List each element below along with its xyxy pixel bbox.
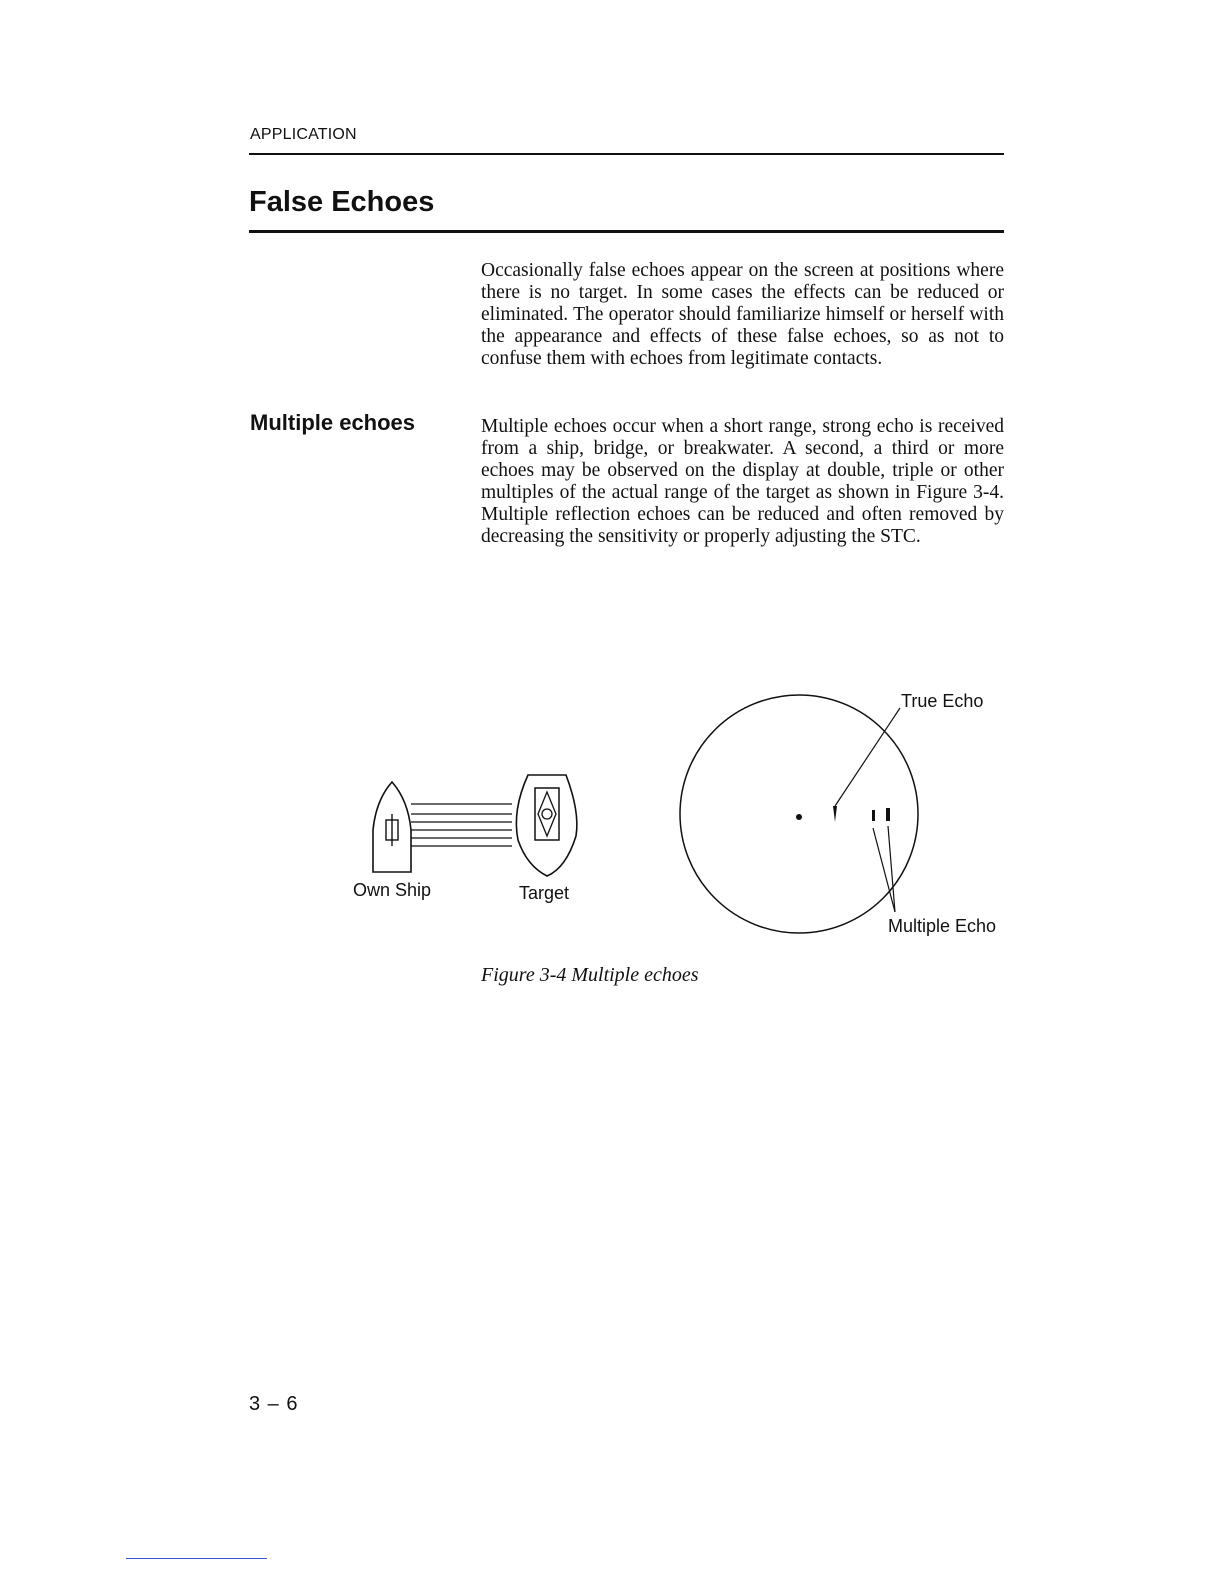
multiple-echoes-paragraph: Multiple echoes occur when a short range, strong echo is received from a ship, bridge, or breakwater. A second, a third or more echoes may be observed on the display at double, triple or other multiples of the actual range of the target as shown in Figure 3-4. Multiple reflection echoes can be reduced and often removed by decreasing the sensitivity or properly adjusting the STC. <box>481 416 1004 547</box>
own-ship-label: Own Ship <box>353 880 432 900</box>
title-rule <box>249 230 1004 233</box>
running-header: APPLICATION <box>250 126 357 143</box>
target-ship-icon <box>516 775 577 876</box>
true-echo-mark <box>833 806 837 822</box>
own-ship-dot <box>796 814 802 820</box>
multiple-echo-mark-2 <box>886 808 890 821</box>
page-title: False Echoes <box>249 186 435 218</box>
footer-link-line <box>126 1558 267 1559</box>
leader-lines <box>835 708 900 912</box>
echo-beams <box>411 804 512 846</box>
own-ship-icon <box>373 782 411 872</box>
multiple-echo-mark-1 <box>872 810 875 821</box>
radar-display-circle <box>680 695 918 933</box>
multiple-echo-label: Multiple Echo <box>888 916 997 936</box>
header-rule <box>249 153 1004 155</box>
intro-paragraph: Occasionally false echoes appear on the screen at positions where there is no target. In some cases the effects can be reduced or eliminated. The operator should familiarize himself or herself with the appearance and effects of these false echoes, so as not to confuse them with echoes from legitimate contacts. <box>481 260 1004 369</box>
true-echo-label: True Echo <box>901 691 984 711</box>
section-heading: Multiple echoes <box>250 410 416 435</box>
figure-caption: Figure 3-4 Multiple echoes <box>481 964 699 986</box>
target-label: Target <box>519 883 570 903</box>
page-number: 3 – 6 <box>249 1393 299 1415</box>
